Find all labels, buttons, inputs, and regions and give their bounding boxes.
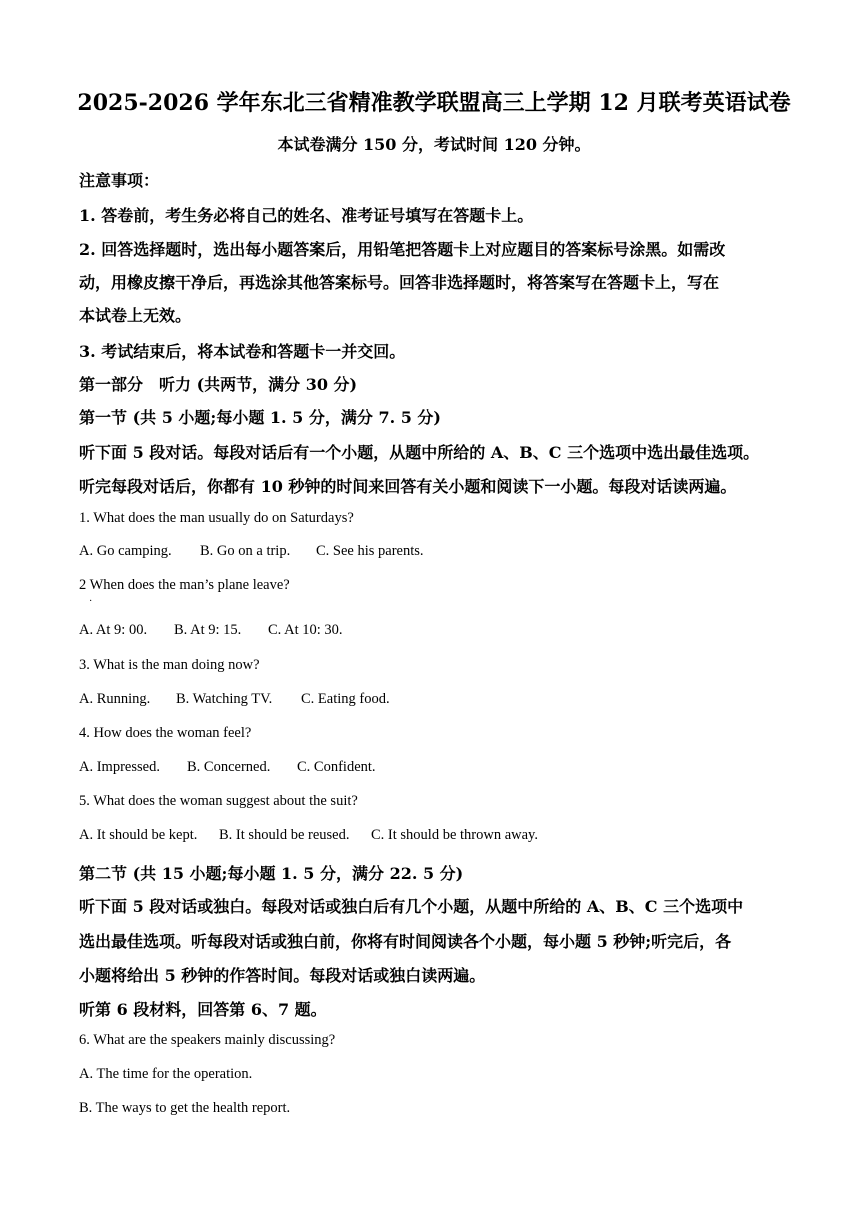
option-b: B. Go on a trip. (200, 543, 291, 559)
section2-instruction: 选出最佳选项。听每段对话或独白前，你将有时间阅读各个小题，每小题 5 秒钟;听完后，各 (79, 932, 732, 951)
option-a: A. The time for the operation. (79, 1066, 253, 1082)
option-b: B. It should be reused. (219, 827, 350, 843)
part1-heading: 第一部分 听力 (共两节，满分 30 分) (79, 375, 358, 394)
question-stem: 3. What is the man doing now? (79, 657, 260, 673)
notice-line: 3. 考试结束后，将本试卷和答题卡一并交回。 (79, 342, 406, 361)
stray-dot: · (89, 596, 93, 607)
option-c: C. Confident. (297, 759, 376, 775)
option-a: A. Impressed. (79, 759, 160, 775)
option-c: C. Eating food. (301, 691, 390, 707)
option-a: A. Running. (79, 691, 151, 707)
notice-line: 1. 答卷前，考生务必将自己的姓名、准考证号填写在答题卡上。 (79, 206, 534, 225)
option-a: A. It should be kept. (79, 827, 198, 843)
notice-line: 动，用橡皮擦干净后，再选涂其他答案标号。回答非选择题时，将答案写在答题卡上，写在 (79, 273, 720, 292)
question-options (79, 622, 343, 639)
question-options (79, 759, 376, 776)
question-stem: 2 When does the man’s plane leave? (79, 577, 290, 593)
section1-instruction: 听完每段对话后，你都有 10 秒钟的时间来回答有关小题和阅读下一小题。每段对话读两遍。 (79, 477, 737, 496)
option-b: B. Watching TV. (176, 691, 273, 707)
option-c: C. At 10: 30. (268, 622, 343, 638)
material6-heading: 听第 6 段材料，回答第 6、7 题。 (79, 1000, 327, 1019)
option-c: C. It should be thrown away. (371, 827, 538, 843)
question-stem: 1. What does the man usually do on Saturdays? (79, 510, 354, 526)
option-a: A. At 9: 00. (79, 622, 148, 638)
section1-instruction: 听下面 5 段对话。每段对话后有一个小题，从题中所给的 A、B、C 三个选项中选出最佳选项。 (79, 443, 760, 462)
exam-subtitle: 本试卷满分 150 分，考试时间 120 分钟。 (277, 135, 591, 154)
notice-line: 2. 回答选择题时，选出每小题答案后，用铅笔把答题卡上对应题目的答案标号涂黑。如需改 (79, 240, 726, 259)
question-stem: 5. What does the woman suggest about the suit? (79, 793, 358, 809)
exam-title: 2025-2026 学年东北三省精准教学联盟高三上学期 12 月联考英语试卷 (77, 90, 791, 116)
section2-instruction: 听下面 5 段对话或独白。每段对话或独白后有几个小题，从题中所给的 A、B、C 三个选项中 (79, 897, 744, 916)
section2-heading: 第二节 (共 15 小题;每小题 1. 5 分，满分 22. 5 分) (79, 864, 464, 883)
section2-instruction: 小题将给出 5 秒钟的作答时间。每段对话或独白读两遍。 (79, 966, 486, 985)
option-c: C. See his parents. (316, 543, 424, 559)
option-b: B. Concerned. (187, 759, 271, 775)
section1-heading: 第一节 (共 5 小题;每小题 1. 5 分，满分 7. 5 分) (79, 408, 441, 427)
option-b: B. The ways to get the health report. (79, 1100, 291, 1116)
question-options (79, 543, 424, 560)
question-stem: 4. How does the woman feel? (79, 725, 252, 741)
option-b: B. At 9: 15. (174, 622, 242, 638)
option-a: A. Go camping. (79, 543, 172, 559)
question-options (79, 691, 390, 708)
notice-line: 本试卷上无效。 (79, 306, 192, 325)
question-options (79, 827, 538, 844)
question-stem: 6. What are the speakers mainly discussing? (79, 1032, 336, 1048)
notice-heading: 注意事项： (79, 171, 160, 190)
